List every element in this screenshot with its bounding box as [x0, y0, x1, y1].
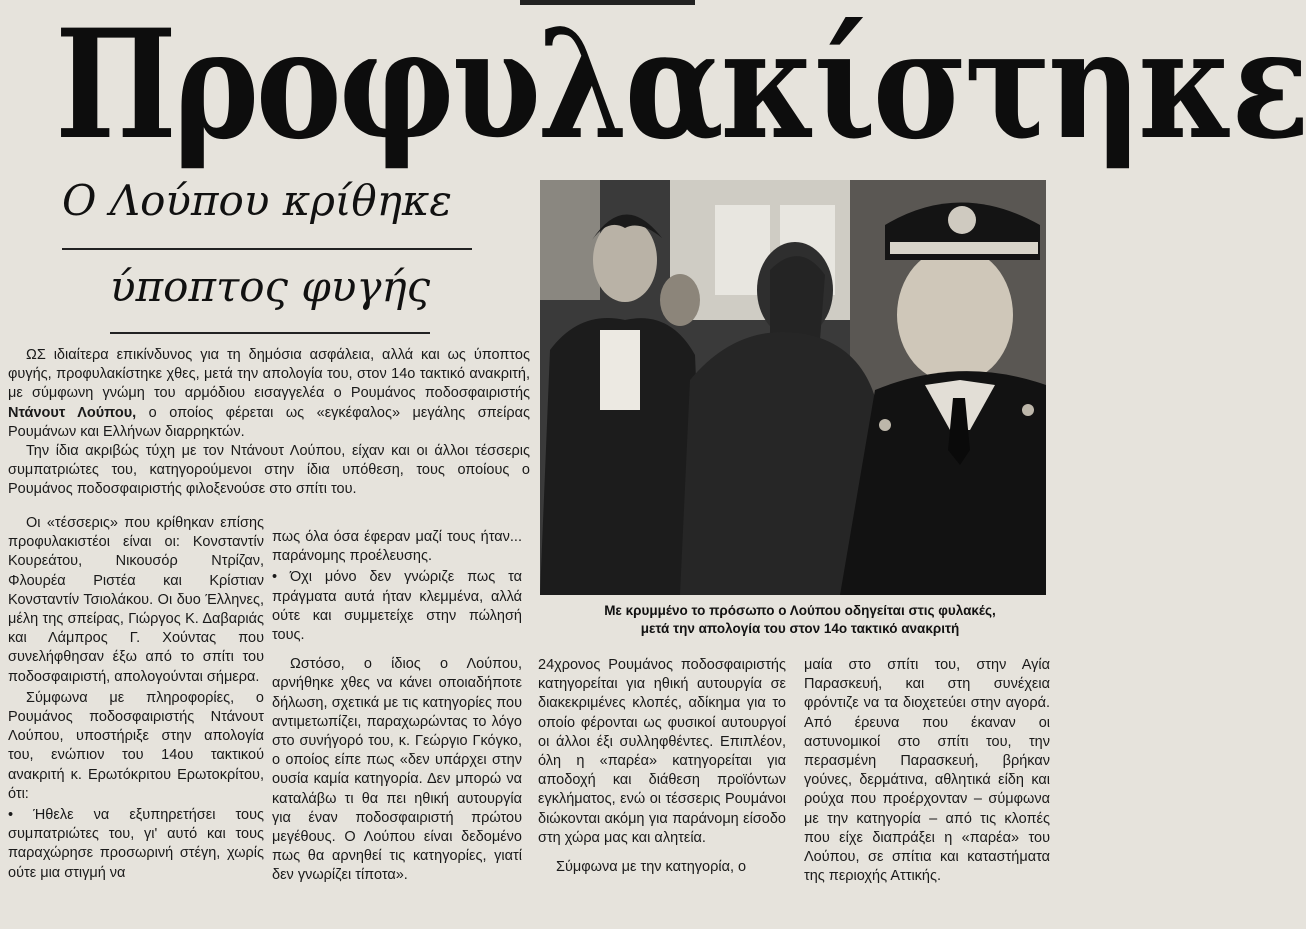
subtitle-rule-2 — [110, 332, 430, 334]
news-photo-drawing — [540, 180, 1046, 595]
player-name: Ντάνουτ Λούπου, — [8, 404, 137, 421]
col1-bullet-1: • Ήθελε να εξυπηρετήσει τους συμπατριώτες του, γι' αυτό και τους παραχώρησε προσωρινή στέγη, χωρίς ούτε μια στιγμή να — [8, 807, 264, 881]
news-photo — [540, 180, 1046, 595]
col3-paragraph-2: Σύμφωνα με την κατηγορία, ο — [556, 859, 747, 876]
caption-line-2: μετά την απολογία του στον 14ο τακτικό ανακριτή — [640, 621, 960, 636]
headline: Προφυλακίστηκε — [55, 0, 1306, 173]
column-4 — [804, 656, 1050, 888]
col4-paragraph-1: μαία στο σπίτι του, στην Αγία Παρασκευή, και στη συνέχεια φρόντιζε να τα διοχετεύει στην αγορά. Από έρευνα που έκαναν οι αστυνομικοί στο σπίτι του, την περασμένη Παρασκευή, βρήκαν γούνες, δερμάτινα, αθλητικά είδη και ρούχα που προέρχονταν – σύμφωνα με την κατηγορία – από τις κλοπές που είχε διαπράξει η «παρέα» του Λούπου, σε σπίτια και καταστήματα της περιοχής Αττικής. — [804, 657, 1050, 885]
col1-paragraph-1: Οι «τέσσερις» που κρίθηκαν επίσης προφυλακιστέοι είναι οι: Κονσταντίν Κουρεάτου, Νικουσόρ Ντρίζαν, Φλουρέα Ριστέα και Κρίστιαν Κονσταντίν Τσιολάκου. Οι δυο Έλληνες, μέλη της σπείρας, Γιώργος Κ. Δαβαριάς και Λάμπρος Γ. Χούντας που συνελήφθησαν έξω από το σπίτι του ποδοσφαιριστή, απολογούνται σήμερα. — [8, 515, 264, 685]
photo-caption — [545, 602, 1055, 638]
col3-paragraph-1: 24χρονος Ρουμάνος ποδοσφαιριστής κατηγορείται για ηθική αυτουργία σε διακεκριμένες κλοπές, αδίκημα για το οποίο φέρονται ως φυσικοί αυτουργοί οι άλλοι έξι συλληφθέντες. Επιπλέον, όλη η «παρέα» κατηγορείται για αποδοχή και διάθεση προϊόντων εγκλήματος, ενώ οι τέσσερις Ρουμάνοι διώκονται ακόμη για παράνομη είσοδο στη χώρα μας και αλητεία. — [538, 657, 786, 846]
col2-paragraph-1: πως όλα όσα έφεραν μαζί τους ήταν... παράνομης προέλευσης. — [272, 529, 522, 565]
lead-paragraph-1 — [8, 346, 530, 442]
lead-paragraphs — [8, 346, 530, 500]
subtitle-rule — [62, 248, 472, 250]
col2-bullet-1: • Όχι μόνο δεν γνώριζε πως τα πράγματα αυτά ήταν κλεμμένα, αλλά ούτε και συμμετείχε στην πώλησή τους. — [272, 569, 522, 644]
lead-paragraph-2: Την ίδια ακριβώς τύχη με τον Ντάνουτ Λούπου, είχαν και οι άλλοι τέσσερις συμπατριώτες του, κατηγορούμενοι στην ίδια υπόθεση, τους οποίους ο Ρουμάνος ποδοσφαιριστής φιλοξενούσε στο σπίτι του. — [8, 443, 530, 498]
caption-line-1: Με κρυμμένο το πρόσωπο ο Λούπου οδηγείται στις φυλακές, — [604, 603, 996, 618]
lead-text: ΩΣ ιδιαίτερα επικίνδυνος για τη δημόσια ασφάλεια, αλλά και ως ύποπτος φυγής, προφυλακίστηκε χθες, μετά την απολογία του, στον 14ο τακτικό ανακριτή, με σύμφωνη γνώμη του αρμόδιου εισαγγελέα ο Ρουμάνος ποδοσφαιριστής — [8, 347, 530, 402]
col2-paragraph-2: Ωστόσο, ο ίδιος ο Λούπου, αρνήθηκε χθες να κάνει οποιαδήποτε δήλωση, σχετικά με τις κατηγορίες που αντιμετωπίζει, παραχωρώντας το λόγο στο συνήγορό του, κ. Γεώργιο Γκόγκο, ο οποίος είπε πως «δεν υπάρχει στην ουσία καμία κατηγορία. Δεν μπορώ να καταλάβω τι θα πει ηθική αυτουργία για έναν ποδοσφαιριστή πρώτου μεγέθους. Ο Λούπου είναι δεδομένο πως θα αρνηθεί τις κατηγορίες, γιατί δεν γνωρίζει τίποτα». — [272, 656, 522, 884]
col1-paragraph-2: Σύμφωνα με πληροφορίες, ο Ρουμάνος ποδοσφαιριστής Ντάνουτ Λούπου, υποστήριξε στην απολογία του, ενώπιον του 14ου τακτικού ανακριτή κ. Ερωτόκριτου Ερωτοκρίτου, ότι: — [8, 689, 264, 802]
column-3 — [538, 656, 786, 879]
column-2 — [272, 528, 522, 888]
subtitle-line-1: Ο Λούπου κρίθηκε — [62, 176, 452, 225]
column-1 — [8, 514, 264, 885]
subtitle-line-2: ύποπτος φυγής — [110, 262, 431, 311]
lead-text-cont: ο οποίος φέρεται ως «εγκέφαλος» μεγάλης σπείρας Ρουμάνων και Ελλήνων διαρρηκτών. — [8, 404, 530, 440]
